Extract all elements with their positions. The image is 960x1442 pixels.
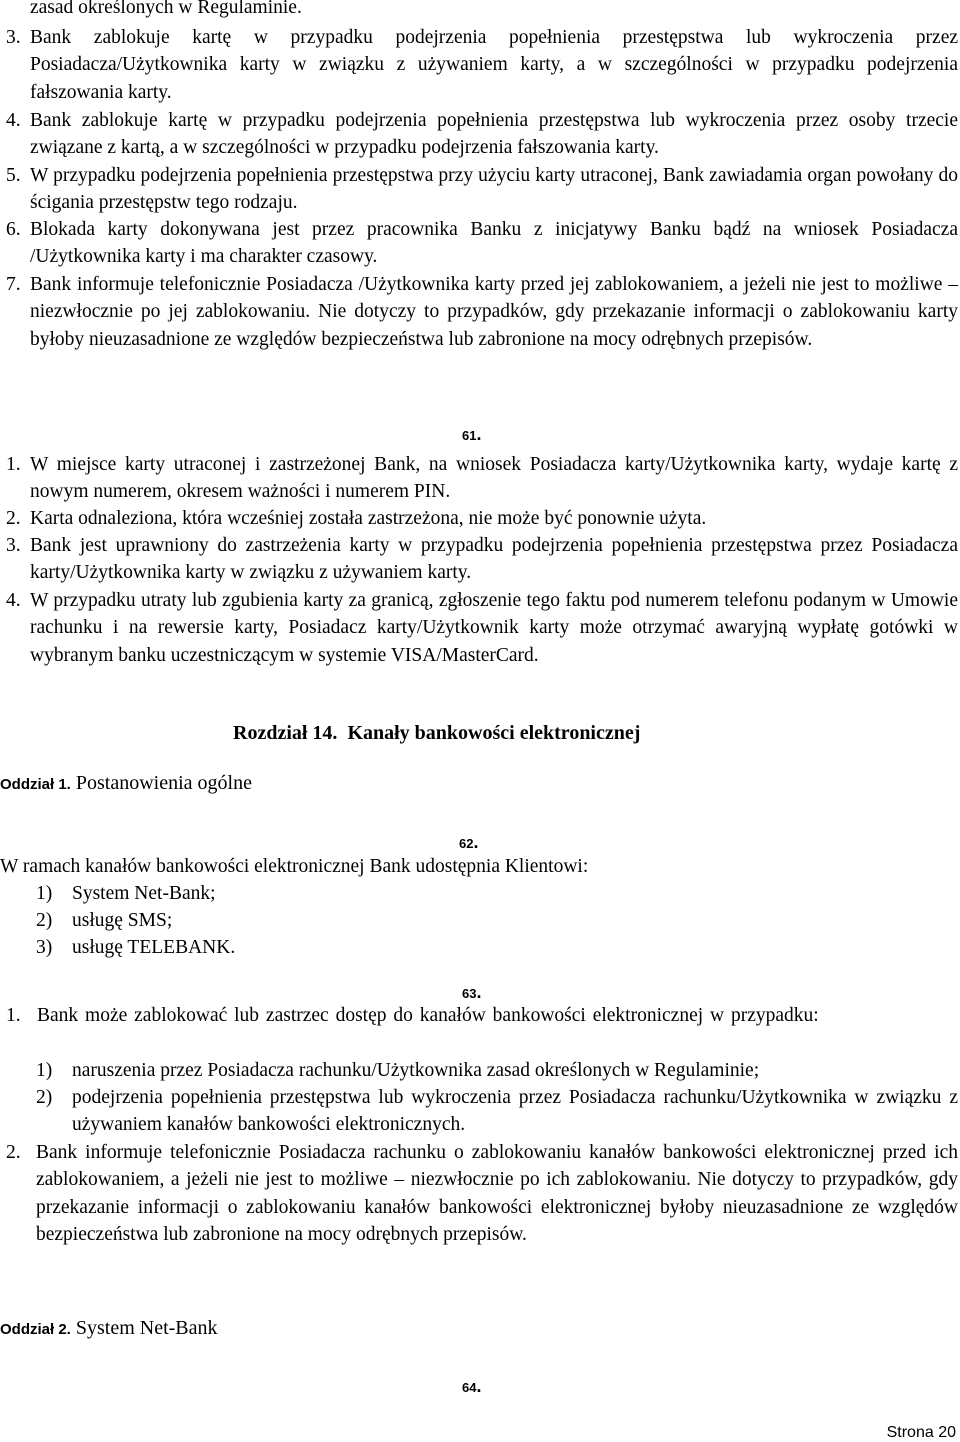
paragraph-text: Blokada karty dokonywana jest przez pracownika Banku z inicjatywy Banku bądź na wniosek Posiadacza /Użytkownika karty i ma charakter czasowy. bbox=[30, 219, 958, 268]
list-text: naruszenia przez Posiadacza rachunku/Użytkownika zasad określonych w Regulaminie; bbox=[72, 1060, 760, 1081]
chapter-number: Rozdział 14. bbox=[233, 722, 338, 744]
list-text: podejrzenia popełnienia przestępstwa lub wykroczenia przez Posiadacza rachunku/Użytkownika w związku z używaniem kanałów bankowości elektronicznych. bbox=[72, 1087, 958, 1136]
paragraph-3 bbox=[6, 24, 958, 106]
paragraph-7 bbox=[6, 271, 958, 353]
paragraph-text: Karta odnaleziona, która wcześniej została zastrzeżona, nie może być ponownie użyta. bbox=[30, 508, 707, 529]
paragraph-text: Bank zablokuje kartę w przypadku podejrzenia popełnienia przestępstwa lub wykroczenia przez osoby trzecie związane z kartą, a w szczególności w przypadku podejrzenia fałszowania karty. bbox=[30, 110, 958, 159]
section-63-label: 63. bbox=[462, 982, 482, 1002]
paragraph-5 bbox=[6, 162, 958, 217]
paragraph-text: W przypadku utraty lub zgubienia karty za granicą, zgłoszenie tego faktu pod numerem telefonu podanym w Umowie rachunku i na rewersie karty, Posiadacz karty/Użytkownik karty może otrzymać awaryjną wypłatę gotówki w wybranym banku uczestniczącym w systemie VISA/MasterCard. bbox=[30, 590, 958, 666]
oddzial-2-heading bbox=[0, 1317, 218, 1340]
paragraph-number: 1. bbox=[6, 1005, 21, 1026]
paragraph-4 bbox=[6, 107, 958, 162]
s61-paragraph-3 bbox=[6, 532, 958, 587]
list-number: 1) bbox=[36, 883, 53, 904]
paragraph-number: 2. bbox=[6, 508, 21, 529]
paragraph-text: W przypadku podejrzenia popełnienia przestępstwa przy użyciu karty utraconej, Bank zawiadamia organ powołany do ścigania przestępstw tego rodzaju. bbox=[30, 165, 958, 214]
paragraph-number: 4. bbox=[6, 110, 21, 131]
list-text: System Net-Bank; bbox=[72, 883, 216, 904]
oddzial-label: Oddział 2. bbox=[0, 1321, 71, 1338]
chapter-heading bbox=[233, 722, 640, 745]
s63-p1-item-2 bbox=[36, 1084, 958, 1139]
oddzial-title: Postanowienia ogólne bbox=[75, 772, 252, 794]
paragraph-number: 7. bbox=[6, 274, 21, 295]
s61-paragraph-1 bbox=[6, 451, 958, 506]
paragraph-text: Bank informuje telefonicznie Posiadacza /Użytkownika karty przed jej zablokowaniem, a jeżeli nie jest to możliwe – niezwłocznie po jej zablokowaniu. Nie dotyczy to przypadków, gdy przekazanie informacji o zablokowaniu karty byłoby nieuzasadnione ze względów bezpieczeństwa lub zabronione na mocy odrębnych przepisów. bbox=[30, 274, 958, 350]
list-number: 2) bbox=[36, 910, 53, 931]
paragraph-text: W miejsce karty utraconej i zastrzeżonej Bank, na wniosek Posiadacza karty/Użytkownika karty, wydaje kartę z nowym numerem, okresem ważności i numerem PIN. bbox=[30, 454, 958, 503]
paragraph-number: 3. bbox=[6, 27, 21, 48]
section-62-label: 62. bbox=[459, 832, 479, 852]
list-text: usługę SMS; bbox=[72, 910, 173, 931]
section-61-label: 61. bbox=[462, 424, 482, 444]
oddzial-label: Oddział 1. bbox=[0, 776, 71, 793]
s62-item-3 bbox=[36, 934, 936, 961]
paragraph-text: Bank zablokuje kartę w przypadku podejrzenia popełnienia przestępstwa lub wykroczenia przez Posiadacza/Użytkownika karty w związku z używaniem karty, a w szczególności w przypadku podejrzenia fałszowania karty. bbox=[30, 27, 958, 103]
paragraph-number: 1. bbox=[6, 454, 21, 475]
s62-intro: W ramach kanałów bankowości elektronicznej Bank udostępnia Klientowi: bbox=[0, 856, 589, 877]
list-number: 3) bbox=[36, 937, 53, 958]
paragraph-number: 3. bbox=[6, 535, 21, 556]
paragraph-6 bbox=[6, 216, 958, 271]
paragraph-text: Bank może zablokować lub zastrzec dostęp do kanałów bankowości elektronicznej w przypadku: bbox=[37, 1005, 819, 1026]
s62-item-2 bbox=[36, 907, 936, 934]
paragraph-text: Bank informuje telefonicznie Posiadacza rachunku o zablokowaniu kanałów bankowości elektronicznej przed ich zablokowaniem, a jeżeli nie jest to możliwe – niezwłocznie po ich zablokowaniu. Nie dotyczy to przypadków, gdy przekazanie informacji o zablokowaniu kanałów bankowości elektronicznej byłoby nieuzasadnione ze względów bezpieczeństwa lub zabronione na mocy odrębnych przepisów. bbox=[36, 1142, 958, 1245]
paragraph-number: 2. bbox=[6, 1142, 21, 1163]
list-text: usługę TELEBANK. bbox=[72, 937, 236, 958]
continued-text: zasad określonych w Regulaminie. bbox=[30, 0, 302, 18]
paragraph-text: Bank jest uprawniony do zastrzeżenia karty w przypadku podejrzenia popełnienia przestępstwa przez Posiadacza karty/Użytkownika karty w związku z używaniem karty. bbox=[30, 535, 958, 584]
s61-paragraph-2 bbox=[6, 505, 958, 532]
s63-paragraph-1 bbox=[6, 1002, 958, 1029]
oddzial-title: System Net-Bank bbox=[75, 1317, 218, 1339]
paragraph-number: 5. bbox=[6, 165, 21, 186]
chapter-title: Kanały bankowości elektronicznej bbox=[347, 722, 641, 744]
section-64-label: 64. bbox=[462, 1376, 482, 1396]
s61-paragraph-4 bbox=[6, 587, 958, 669]
paragraph-number: 6. bbox=[6, 219, 21, 240]
oddzial-1-heading bbox=[0, 772, 252, 795]
s62-item-1 bbox=[36, 880, 936, 907]
list-number: 1) bbox=[36, 1060, 53, 1081]
s63-paragraph-2 bbox=[6, 1139, 958, 1248]
paragraph-number: 4. bbox=[6, 590, 21, 611]
s63-p1-item-1 bbox=[36, 1057, 958, 1084]
page-number: Strona 20 bbox=[886, 1424, 956, 1441]
list-number: 2) bbox=[36, 1087, 53, 1108]
